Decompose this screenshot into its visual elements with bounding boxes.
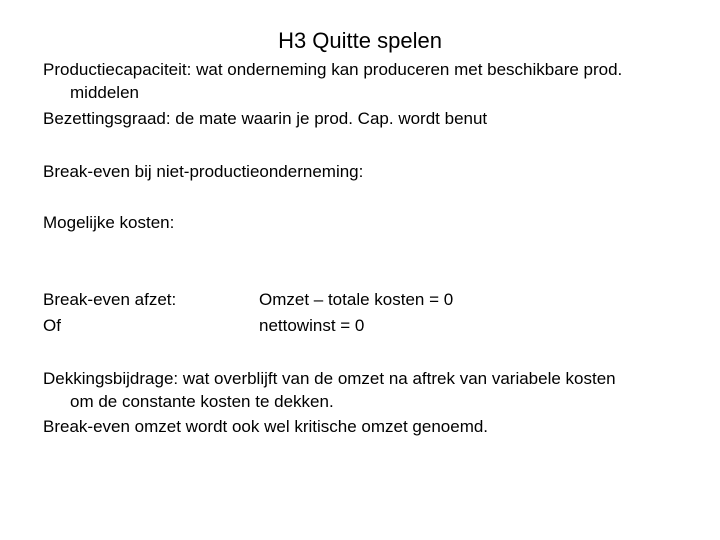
- of-label: Of: [43, 316, 61, 335]
- break-even-afzet-label: Break-even afzet:: [43, 290, 177, 309]
- mogelijke-kosten-heading: Mogelijke kosten:: [43, 213, 175, 232]
- productiecapaciteit-definition-line2: middelen: [70, 83, 139, 102]
- bezettingsgraad-definition: Bezettingsgraad: de mate waarin je prod. Cap. wordt benut: [43, 109, 488, 128]
- productiecapaciteit-definition-line1: Productiecapaciteit: wat onderneming kan produceren met beschikbare prod.: [43, 60, 623, 79]
- break-even-afzet-formula: Omzet – totale kosten = 0: [259, 290, 454, 309]
- slide-title: H3 Quitte spelen: [278, 28, 442, 53]
- dekkingsbijdrage-definition-line2: om de constante kosten te dekken.: [70, 392, 334, 411]
- dekkingsbijdrage-definition-line1: Dekkingsbijdrage: wat overblijft van de omzet na aftrek van variabele kosten: [43, 369, 616, 388]
- nettowinst-formula: nettowinst = 0: [259, 316, 365, 335]
- break-even-omzet-note: Break-even omzet wordt ook wel kritische omzet genoemd.: [43, 417, 489, 436]
- break-even-niet-productie-heading: Break-even bij niet-productieonderneming:: [43, 162, 364, 181]
